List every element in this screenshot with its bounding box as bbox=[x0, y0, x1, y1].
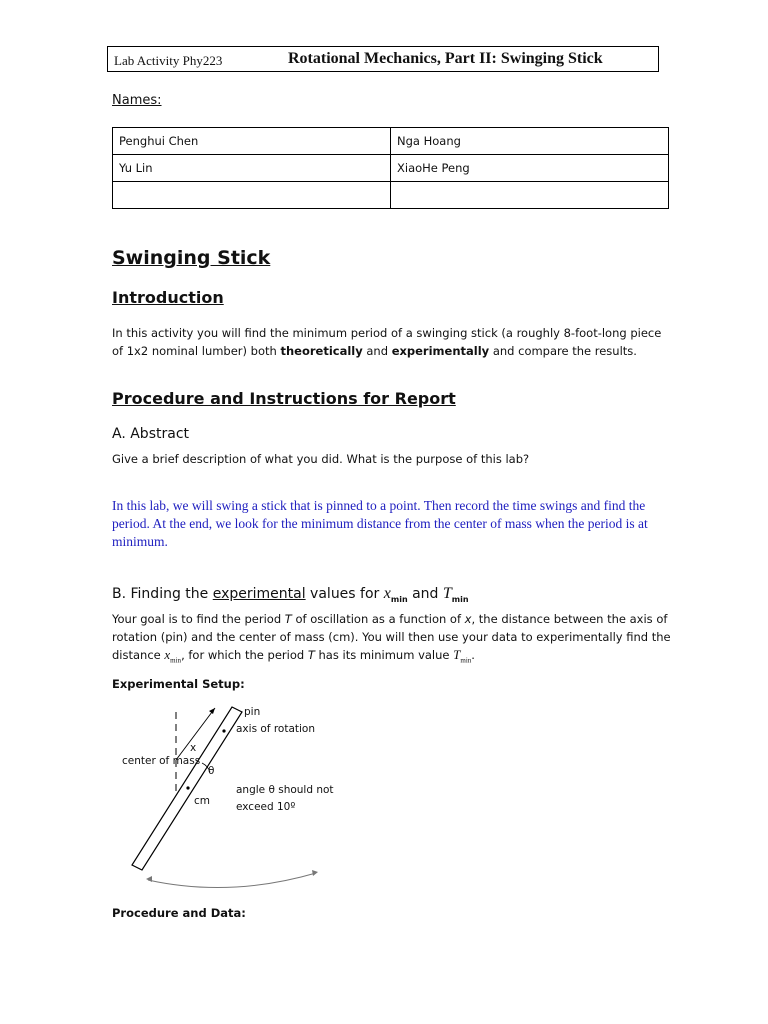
procedure-heading: Procedure and Instructions for Report bbox=[112, 389, 456, 408]
section-b-text: Your goal is to find the period T of oscillation as a function of x, the distance between the axis of rotation (pin) and the center of mass (cm). You will then use your data to experimentally find the distance $x_{min}$, for which the period T has its minimum value $T_{min}$. bbox=[112, 612, 671, 665]
pin-dot bbox=[222, 729, 225, 732]
document-title: Swinging Stick bbox=[112, 247, 271, 269]
bold-term: experimentally bbox=[391, 344, 490, 358]
table-row bbox=[113, 182, 669, 209]
angle-note-line1: angle θ should not bbox=[236, 784, 334, 796]
cm-dot bbox=[186, 786, 189, 789]
t-min-symbol: $T_{min}$ bbox=[453, 647, 472, 665]
name-cell: Yu Lin bbox=[113, 155, 391, 182]
names-label: Names: bbox=[112, 93, 162, 108]
setup-heading: Experimental Setup: bbox=[112, 677, 245, 691]
bold-term: theoretically bbox=[280, 344, 363, 358]
name-cell: XiaoHe Peng bbox=[391, 155, 669, 182]
swing-arrow-left bbox=[146, 876, 152, 882]
abstract-answer: In this lab, we will swing a stick that is pinned to a point. Then record the time swings and find the period. At the end, we look for the minimum distance from the center of mass when the period is at minimum. bbox=[112, 498, 648, 549]
angle-note-line2: exceed 10º bbox=[236, 801, 296, 813]
abstract-heading: A. Abstract bbox=[112, 426, 189, 442]
theta-label: θ bbox=[208, 765, 215, 777]
lab-title: Rotational Mechanics, Part II: Swinging Stick bbox=[288, 50, 603, 67]
swinging-stick-diagram bbox=[110, 700, 370, 890]
name-cell: Nga Hoang bbox=[391, 128, 669, 155]
swing-arc bbox=[148, 873, 316, 888]
introduction-text: In this activity you will find the minimum period of a swinging stick (a roughly 8-foot-long piece of 1x2 nominal lumber) both theoretically and experimentally and compare the results. bbox=[112, 326, 662, 358]
header-box bbox=[107, 46, 659, 72]
name-cell bbox=[113, 182, 391, 209]
introduction-heading: Introduction bbox=[112, 288, 224, 307]
axis-label: axis of rotation bbox=[236, 723, 316, 735]
abstract-question: Give a brief description of what you did. What is the purpose of this lab? bbox=[112, 452, 530, 466]
pin-label: pin bbox=[244, 706, 261, 718]
cm-label: cm bbox=[194, 795, 211, 807]
center-of-mass-label: center of mass bbox=[122, 755, 201, 767]
name-cell: Penghui Chen bbox=[113, 128, 391, 155]
swing-arrow-right bbox=[312, 870, 318, 876]
name-cell bbox=[391, 182, 669, 209]
x-min-symbol: $x_{min}$ bbox=[164, 647, 182, 665]
course-label: Lab Activity Phy223 bbox=[114, 53, 223, 68]
table-row bbox=[113, 155, 669, 182]
procedure-data-heading: Procedure and Data: bbox=[112, 906, 246, 920]
arrow-head bbox=[209, 708, 215, 714]
x-label: x bbox=[190, 742, 197, 754]
section-b-heading: B. Finding the experimental values for $x_{min}$ and $T_{min}$ bbox=[112, 585, 469, 604]
names-table bbox=[112, 127, 669, 209]
table-row bbox=[113, 128, 669, 155]
